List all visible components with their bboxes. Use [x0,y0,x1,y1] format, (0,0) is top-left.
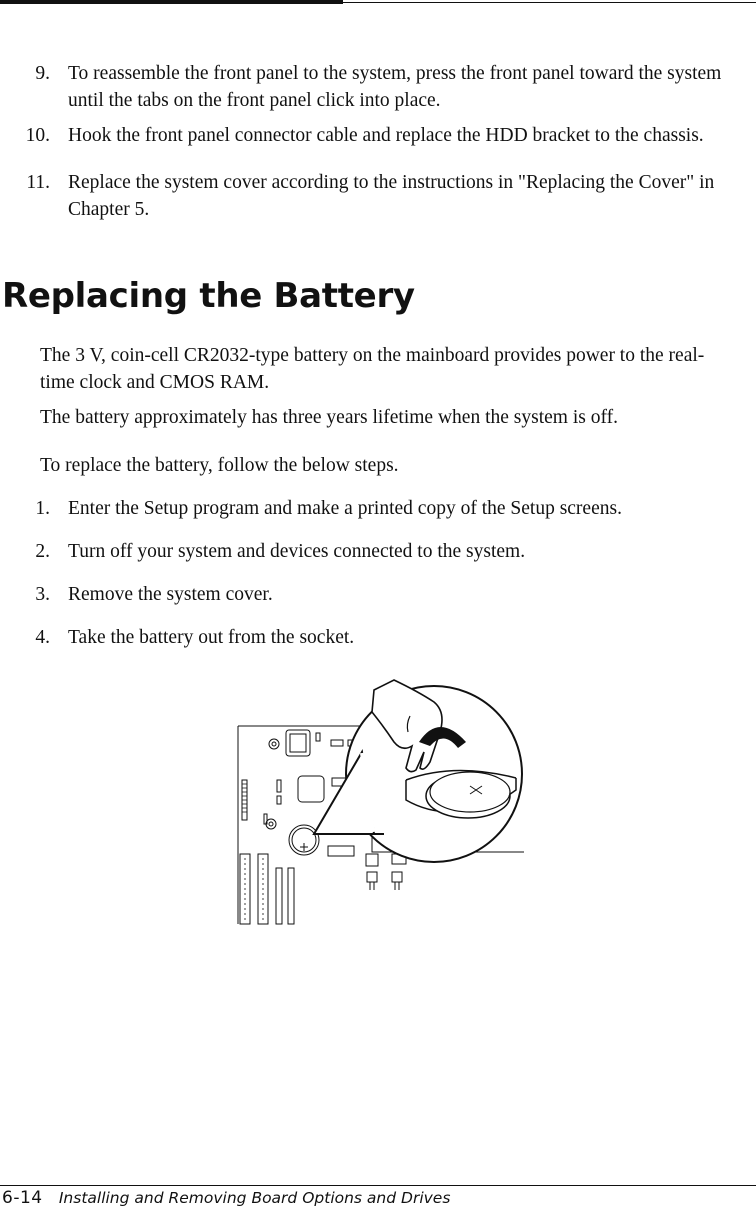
step-number: 9. [35,63,50,84]
step-text: Enter the Setup program and make a printed copy of the Setup screens. [68,498,622,519]
header-bar [0,0,343,4]
header-rule [343,2,756,3]
page-number: 6-14 [2,1188,43,1208]
step-number: 10. [25,125,50,146]
page-footer [2,1188,450,1208]
step-number: 4. [35,627,50,648]
step-number: 2. [35,541,50,562]
paragraph: The battery approximately has three years lifetime when the system is off. [40,407,618,428]
section-heading: Replacing the Battery [2,276,415,316]
step-text: Replace the system cover according to the instructions in "Replacing the Cover" in Chapter 5. [68,172,715,220]
battery-removal-figure [234,672,534,927]
step-number: 3. [35,584,50,605]
paragraph: The 3 V, coin-cell CR2032-type battery on the mainboard provides power to the real-time clock and CMOS RAM. [40,345,705,393]
step-text: Turn off your system and devices connected to the system. [68,541,526,562]
step-number: 1. [35,498,50,519]
battery-removal-illustration-icon [234,672,534,927]
step-text: To reassemble the front panel to the system, press the front panel toward the system until the tabs on the front panel click into place. [68,63,722,111]
chapter-title: Installing and Removing Board Options and Drives [58,1189,451,1207]
footer-rule [0,1185,756,1186]
step-number: 11. [26,172,50,193]
step-text: Hook the front panel connector cable and replace the HDD bracket to the chassis. [68,125,704,146]
step-text: Take the battery out from the socket. [68,627,355,648]
step-text: Remove the system cover. [68,584,273,605]
paragraph: To replace the battery, follow the below steps. [40,455,399,476]
